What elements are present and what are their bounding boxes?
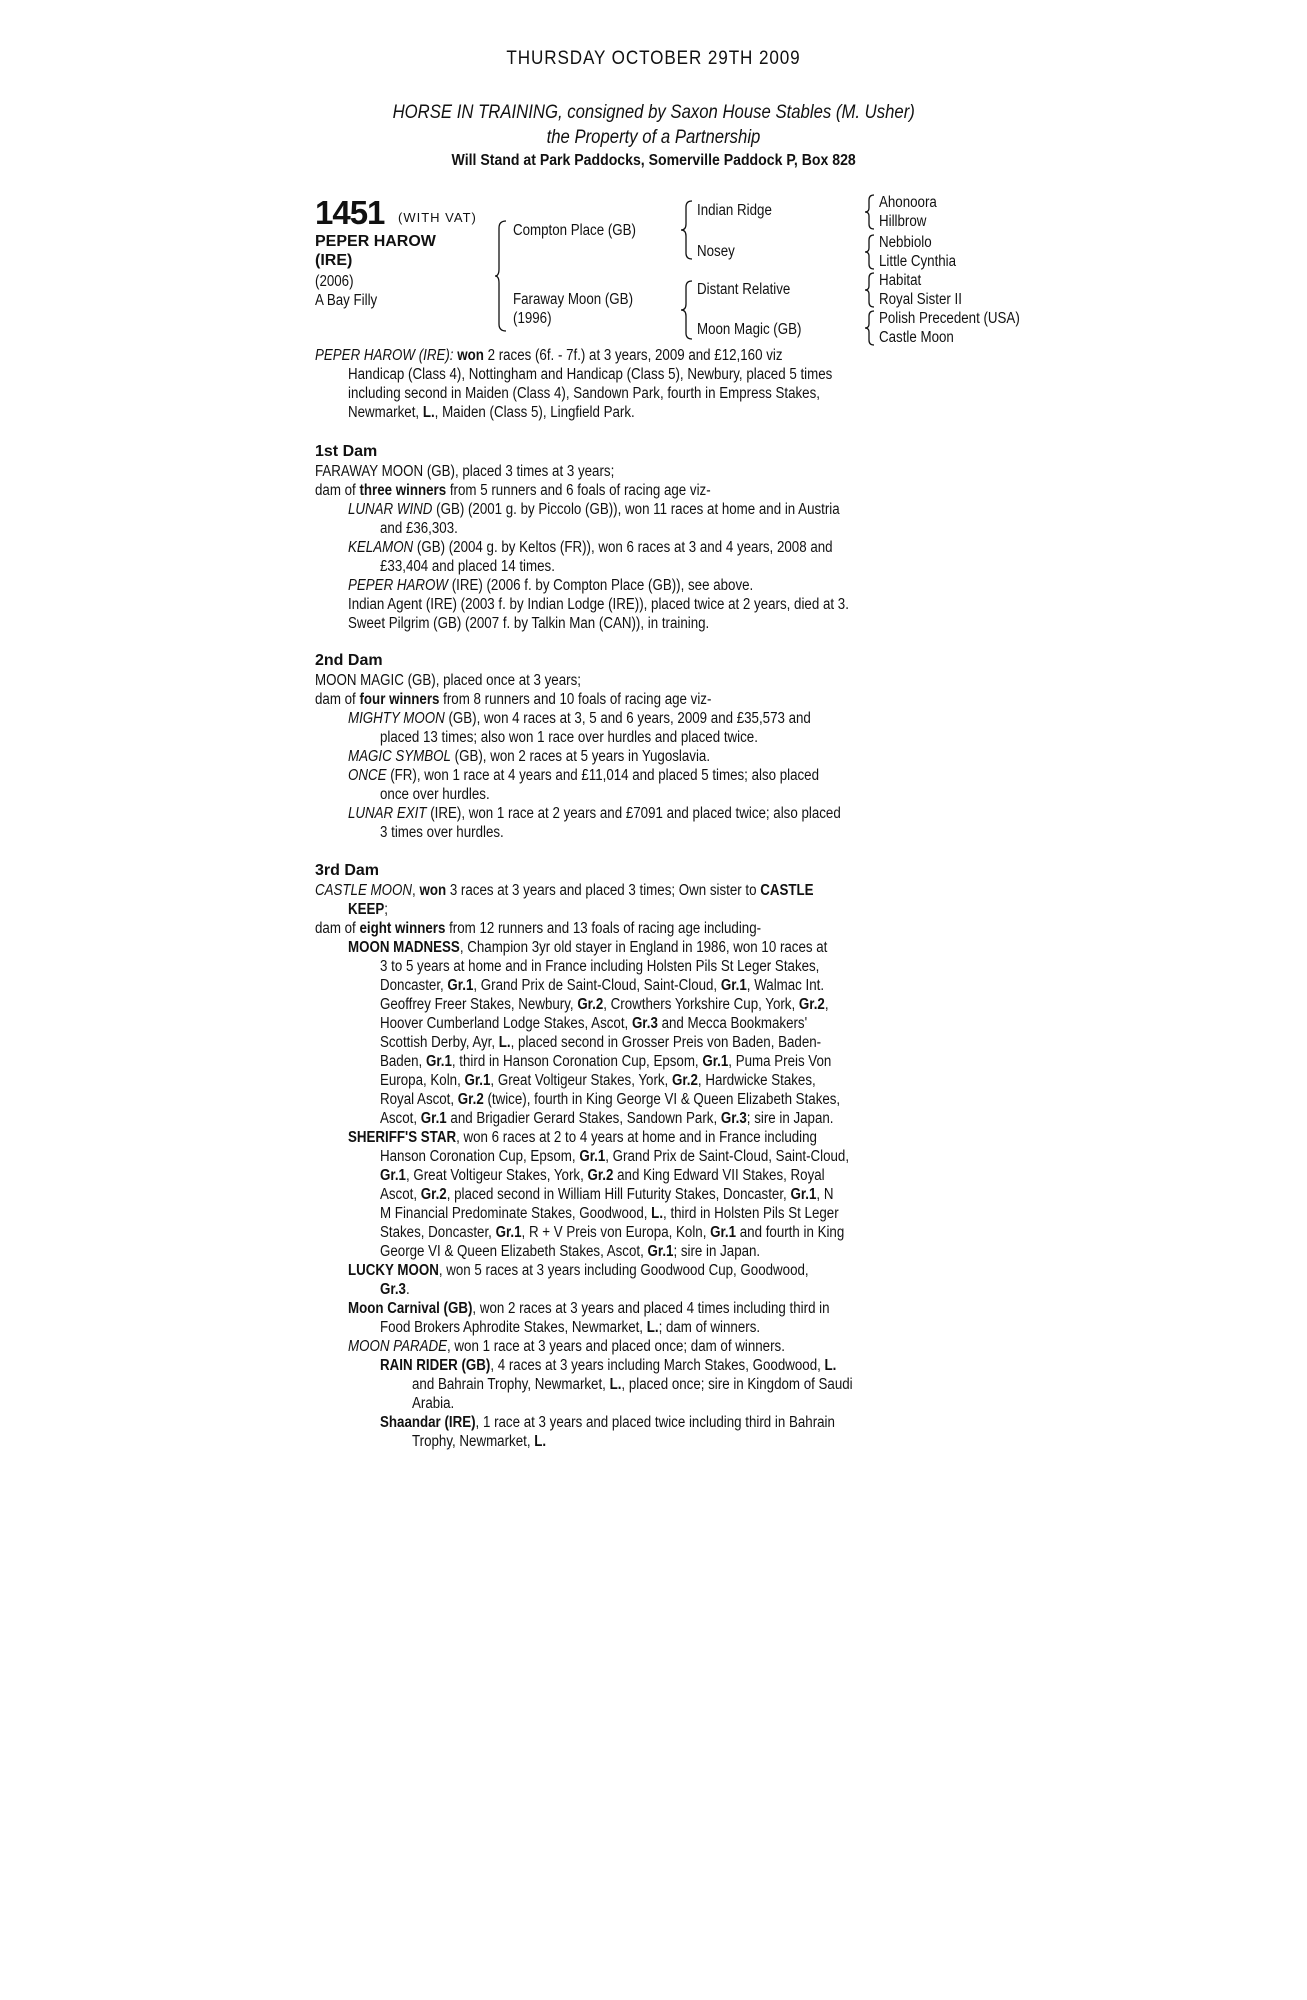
third-dam-seg: , Crowthers Yorkshire Cup, York, [603, 996, 799, 1013]
second-dam-line [348, 709, 811, 728]
third-dam-seg: Gr.2 [577, 996, 604, 1013]
third-dam-seg: , Walmac Int. [746, 977, 825, 994]
third-dam-seg: , third in Holsten Pils St Leger [663, 1205, 839, 1222]
third-dam-seg: won [419, 882, 447, 899]
sale-date: THURSDAY OCTOBER 29TH 2009 [506, 48, 801, 69]
third-dam-seg: ; sire in Japan. [746, 1110, 834, 1127]
third-dam-line [348, 1299, 830, 1318]
race-record-segment: L. [422, 404, 435, 421]
sire-dam: Nosey [697, 243, 735, 260]
first-dam-line [348, 614, 709, 633]
sire-sire: Indian Ridge [697, 202, 772, 219]
third-dam-seg: . [405, 1281, 410, 1298]
third-dam-seg: Gr.1 [579, 1148, 606, 1165]
second-dam-name: MAGIC SYMBOL [348, 748, 451, 765]
third-dam-seg: RAIN RIDER (GB) [380, 1357, 491, 1374]
third-dam-text: , won 1 race at 3 years and placed once; dam of winners. [447, 1338, 785, 1355]
third-dam-seg: Gr.2 [457, 1091, 484, 1108]
third-dam-seg: , Puma Preis Von [728, 1053, 832, 1070]
third-dam-seg: KEEP [348, 901, 385, 918]
third-dam-seg: , placed once; sire in Kingdom of Saudi [621, 1376, 853, 1393]
third-dam-seg: MOON MADNESS [348, 939, 460, 956]
consignment-line: HORSE IN TRAINING, consigned by Saxon House Stables (M. Usher) [392, 102, 915, 123]
third-dam-seg: LUCKY MOON [348, 1262, 439, 1279]
first-dam-seg: Indian Agent (IRE) (2003 f. by Indian Lodge (IRE)), placed twice at 2 years, died at 3. [348, 596, 849, 613]
dam-dam: Moon Magic (GB) [697, 321, 802, 338]
third-dam-seg: , Hardwicke Stakes, [697, 1072, 816, 1089]
second-dam-line [380, 785, 490, 804]
second-dam-line [380, 823, 504, 842]
second-dam-seg: MOON MAGIC (GB), placed once at 3 years; [315, 672, 581, 689]
third-dam-line [380, 1280, 410, 1299]
third-dam-seg: Gr.1 [710, 1224, 737, 1241]
third-dam-line [348, 1128, 817, 1147]
third-dam-seg: L. [646, 1319, 659, 1336]
pedigree-brace-g3 [864, 271, 876, 309]
third-dam-seg: L. [498, 1034, 511, 1051]
race-record-segment: PEPER HAROW (IRE): [315, 347, 454, 364]
third-dam-seg: and Bahrain Trophy, Newmarket, [412, 1376, 610, 1393]
third-dam-seg: CASTLE [760, 882, 814, 899]
third-dam-seg: Ascot, [380, 1186, 421, 1203]
second-dam-line [348, 766, 819, 785]
first-dam-line [348, 500, 840, 519]
third-dam-seg: and Brigadier Gerard Stakes, Sandown Park, [446, 1110, 721, 1127]
second-dam-seg: dam of [315, 691, 360, 708]
dam: Faraway Moon (GB) [513, 291, 634, 308]
second-dam-text: (IRE), won 1 race at 2 years and £7091 and placed twice; also placed [426, 805, 841, 822]
third-dam-line [412, 1375, 853, 1394]
third-dam-seg: ; [384, 901, 389, 918]
third-dam-seg: L. [609, 1376, 622, 1393]
third-dam-line [348, 1337, 785, 1356]
third-dam-seg: Gr.2 [671, 1072, 698, 1089]
third-dam-line [348, 900, 388, 919]
third-dam-seg: Scottish Derby, Ayr, [380, 1034, 499, 1051]
third-dam-seg: George VI & Queen Elizabeth Stakes, Ascot, [380, 1243, 648, 1260]
third-dam-seg: , Great Voltigeur Stakes, York, [405, 1167, 588, 1184]
third-dam-seg: , 4 races at 3 years including March Stakes, Goodwood, [490, 1357, 825, 1374]
ggdam-1: Hillbrow [879, 213, 927, 230]
race-record-segment: Newmarket, [348, 404, 423, 421]
race-record-segment: , Maiden (Class 5), Lingfield Park. [434, 404, 635, 421]
third-dam-seg: Gr.1 [720, 977, 747, 994]
third-dam-seg: Gr.1 [702, 1053, 729, 1070]
race-record-segment: won [457, 347, 484, 364]
foaling-year: (2006) [315, 273, 354, 290]
third-dam-seg: ; dam of winners. [658, 1319, 761, 1336]
stand-location: Will Stand at Park Paddocks, Somerville Paddock P, Box 828 [451, 152, 856, 169]
third-dam-name: MOON PARADE [348, 1338, 448, 1355]
first-dam-seg: £33,404 and placed 14 times. [380, 558, 555, 575]
second-dam-name: LUNAR EXIT [348, 805, 427, 822]
second-dam-text: (FR), won 1 race at 4 years and £11,014 and placed 5 times; also placed [386, 767, 820, 784]
second-dam-line [348, 747, 710, 766]
ggsire-3: Habitat [879, 272, 922, 289]
third-dam-line [315, 919, 761, 938]
horse-name-suffix: (IRE) [315, 252, 353, 269]
third-dam-seg: Ascot, [380, 1110, 421, 1127]
third-dam-seg: , Grand Prix de Saint-Cloud, Saint-Cloud, [605, 1148, 850, 1165]
third-dam-seg: Gr.1 [420, 1110, 447, 1127]
third-dam-seg: Baden, [380, 1053, 426, 1070]
third-dam-seg: M Financial Predominate Stakes, Goodwood, [380, 1205, 652, 1222]
third-dam-seg: , Great Voltigeur Stakes, York, [490, 1072, 672, 1089]
third-dam-seg: Gr.3 [380, 1281, 406, 1298]
first-dam-line [348, 595, 849, 614]
third-dam-seg: , Champion 3yr old stayer in England in 1986, won 10 races at [459, 939, 828, 956]
third-dam-seg: Shaandar (IRE) [380, 1414, 476, 1431]
third-dam-seg: Gr.1 [464, 1072, 491, 1089]
first-dam-name: PEPER HAROW [348, 577, 448, 594]
third-dam-seg: Gr.2 [798, 996, 825, 1013]
third-dam-seg: and Mecca Bookmakers' [657, 1015, 808, 1032]
third-dam-line [380, 1014, 807, 1033]
third-dam-seg: Geoffrey Freer Stakes, Newbury, [380, 996, 578, 1013]
second-dam-line [315, 690, 711, 709]
second-dam-name: MIGHTY MOON [348, 710, 445, 727]
third-dam-seg: Hanson Coronation Cup, Epsom, [380, 1148, 580, 1165]
first-dam-text: (GB) (2001 g. by Piccolo (GB)), won 11 races at home and in Austria [432, 501, 840, 518]
third-dam-seg: eight winners [359, 920, 446, 937]
second-dam-seg: once over hurdles. [380, 786, 490, 803]
third-dam-seg: Gr.1 [647, 1243, 674, 1260]
third-dam-line [380, 1356, 836, 1375]
pedigree-brace-parents [494, 219, 508, 333]
first-dam-seg: Sweet Pilgrim (GB) (2007 f. by Talkin Man (CAN)), in training. [348, 615, 710, 632]
third-dam-seg: Gr.3 [720, 1110, 747, 1127]
third-dam-seg: , 1 race at 3 years and placed twice including third in Bahrain [475, 1414, 835, 1431]
third-dam-seg: , placed second in Grosser Preis von Baden, Baden- [510, 1034, 822, 1051]
third-dam-seg: Gr.1 [447, 977, 474, 994]
first-dam-seg: three winners [359, 482, 447, 499]
third-dam-seg: dam of [315, 920, 360, 937]
third-dam-seg: L. [651, 1205, 664, 1222]
ggsire-1: Ahonoora [879, 194, 937, 211]
race-record-segment: 2 races (6f. - 7f.) at 3 years, 2009 and £12,160 viz [483, 347, 783, 364]
first-dam-line [348, 576, 753, 595]
third-dam-line [380, 1109, 834, 1128]
third-dam-seg: Moon Carnival (GB) [348, 1300, 473, 1317]
third-dam-line [348, 1261, 809, 1280]
third-dam-line [380, 1166, 825, 1185]
third-dam-seg: SHERIFF'S STAR [348, 1129, 457, 1146]
first-dam-text: (IRE) (2006 f. by Compton Place (GB)), see above. [447, 577, 754, 594]
third-dam-line [380, 1147, 849, 1166]
race-record-line [315, 346, 782, 365]
first-dam-heading: 1st Dam [315, 443, 378, 460]
ggsire-2: Nebbiolo [879, 234, 932, 251]
third-dam-name: CASTLE MOON [315, 882, 413, 899]
second-dam-seg: 3 times over hurdles. [380, 824, 504, 841]
third-dam-heading: 3rd Dam [315, 862, 380, 879]
dam-sire: Distant Relative [697, 281, 791, 298]
race-record-line [348, 384, 820, 403]
dam-year: (1996) [513, 310, 552, 327]
third-dam-seg: Gr.1 [790, 1186, 817, 1203]
third-dam-line [380, 1052, 831, 1071]
horse-name: PEPER HAROW [315, 233, 436, 250]
third-dam-seg: L. [824, 1357, 837, 1374]
third-dam-line [380, 1033, 821, 1052]
first-dam-seg: from 5 runners and 6 foals of racing age viz- [446, 482, 711, 499]
property-line: the Property of a Partnership [546, 127, 761, 148]
vat-note: (WITH VAT) [398, 210, 477, 225]
third-dam-seg: Gr.1 [495, 1224, 522, 1241]
third-dam-seg: , [824, 996, 829, 1013]
third-dam-line [380, 976, 824, 995]
third-dam-text: , [412, 882, 420, 899]
race-record-line [348, 403, 635, 422]
pedigree-brace-g4 [864, 309, 876, 347]
third-dam-seg: from 12 runners and 13 foals of racing age including- [445, 920, 762, 937]
first-dam-line [380, 519, 458, 538]
third-dam-seg: and fourth in King [736, 1224, 845, 1241]
third-dam-line [380, 1071, 816, 1090]
third-dam-line [380, 1223, 844, 1242]
third-dam-seg: , N [816, 1186, 834, 1203]
third-dam-seg: (twice), fourth in King George VI & Queen Elizabeth Stakes, [483, 1091, 841, 1108]
second-dam-text: (GB), won 2 races at 5 years in Yugoslavia. [450, 748, 711, 765]
third-dam-seg: Arabia. [412, 1395, 455, 1412]
second-dam-seg: four winners [359, 691, 440, 708]
race-record-segment: including second in Maiden (Class 4), Sandown Park, fourth in Empress Stakes, [348, 385, 820, 402]
third-dam-seg: , placed second in William Hill Futurity Stakes, Doncaster, [446, 1186, 791, 1203]
third-dam-seg: Gr.1 [425, 1053, 452, 1070]
ggdam-4: Castle Moon [879, 329, 954, 346]
third-dam-seg: Doncaster, [380, 977, 448, 994]
third-dam-line [412, 1432, 546, 1451]
first-dam-name: LUNAR WIND [348, 501, 433, 518]
third-dam-seg: , won 2 races at 3 years and placed 4 times including third in [472, 1300, 830, 1317]
third-dam-seg: , R + V Preis von Europa, Koln, [521, 1224, 711, 1241]
horse-description: A Bay Filly [315, 292, 378, 309]
third-dam-seg: Hoover Cumberland Lodge Stakes, Ascot, [380, 1015, 632, 1032]
third-dam-seg: Gr.3 [631, 1015, 658, 1032]
second-dam-text: (GB), won 4 races at 3, 5 and 6 years, 2009 and £35,573 and [444, 710, 811, 727]
third-dam-seg: Stakes, Doncaster, [380, 1224, 496, 1241]
sire: Compton Place (GB) [513, 222, 636, 239]
first-dam-name: KELAMON [348, 539, 414, 556]
third-dam-seg: Gr.2 [420, 1186, 447, 1203]
second-dam-seg: from 8 runners and 10 foals of racing age viz- [439, 691, 712, 708]
third-dam-line [380, 1185, 833, 1204]
race-record-segment: Handicap (Class 4), Nottingham and Handicap (Class 5), Newbury, placed 5 times [348, 366, 833, 383]
pedigree-brace-g2 [864, 233, 876, 271]
third-dam-seg: Royal Ascot, [380, 1091, 458, 1108]
third-dam-line [380, 957, 819, 976]
first-dam-seg: FARAWAY MOON (GB), placed 3 times at 3 years; [315, 463, 615, 480]
third-dam-seg: L. [534, 1433, 547, 1450]
third-dam-line [380, 1413, 835, 1432]
third-dam-line [380, 1318, 760, 1337]
third-dam-seg: 3 to 5 years at home and in France including Holsten Pils St Leger Stakes, [380, 958, 820, 975]
second-dam-line [380, 728, 758, 747]
second-dam-heading: 2nd Dam [315, 652, 383, 669]
third-dam-seg: Trophy, Newmarket, [412, 1433, 535, 1450]
second-dam-seg: placed 13 times; also won 1 race over hurdles and placed twice. [380, 729, 758, 746]
first-dam-text: (GB) (2004 g. by Keltos (FR)), won 6 races at 3 and 4 years, 2008 and [413, 539, 833, 556]
first-dam-line [380, 557, 555, 576]
third-dam-line [315, 881, 814, 900]
second-dam-line [348, 804, 841, 823]
ggdam-3: Royal Sister II [879, 291, 962, 308]
third-dam-seg: Food Brokers Aphrodite Stakes, Newmarket, [380, 1319, 647, 1336]
pedigree-brace-g1 [864, 193, 876, 231]
first-dam-seg: dam of [315, 482, 360, 499]
third-dam-seg: 3 races at 3 years and placed 3 times; Own sister to [446, 882, 761, 899]
first-dam-seg: and £36,303. [380, 520, 458, 537]
second-dam-name: ONCE [348, 767, 387, 784]
third-dam-seg: , third in Hanson Coronation Cup, Epsom, [451, 1053, 703, 1070]
third-dam-line [380, 1090, 840, 1109]
second-dam-line [315, 671, 581, 690]
third-dam-seg: , won 5 races at 3 years including Goodwood Cup, Goodwood, [438, 1262, 809, 1279]
pedigree-brace-sire [680, 199, 694, 261]
ggdam-2: Little Cynthia [879, 253, 957, 270]
third-dam-line [412, 1394, 454, 1413]
ggsire-4: Polish Precedent (USA) [879, 310, 1020, 327]
first-dam-line [315, 481, 711, 500]
third-dam-seg: Gr.1 [380, 1167, 406, 1184]
third-dam-seg: Gr.2 [587, 1167, 614, 1184]
third-dam-seg: , won 6 races at 2 to 4 years at home and in France including [456, 1129, 817, 1146]
first-dam-line [315, 462, 614, 481]
third-dam-line [380, 995, 829, 1014]
third-dam-line [380, 1204, 839, 1223]
third-dam-line [380, 1242, 760, 1261]
third-dam-seg: ; sire in Japan. [673, 1243, 761, 1260]
race-record-line [348, 365, 832, 384]
pedigree-brace-dam [680, 279, 694, 341]
lot-number: 1451 [315, 194, 385, 231]
third-dam-seg: and King Edward VII Stakes, Royal [613, 1167, 825, 1184]
third-dam-seg: , Grand Prix de Saint-Cloud, Saint-Cloud, [473, 977, 721, 994]
first-dam-line [348, 538, 833, 557]
third-dam-seg: Europa, Koln, [380, 1072, 465, 1089]
third-dam-line [348, 938, 827, 957]
